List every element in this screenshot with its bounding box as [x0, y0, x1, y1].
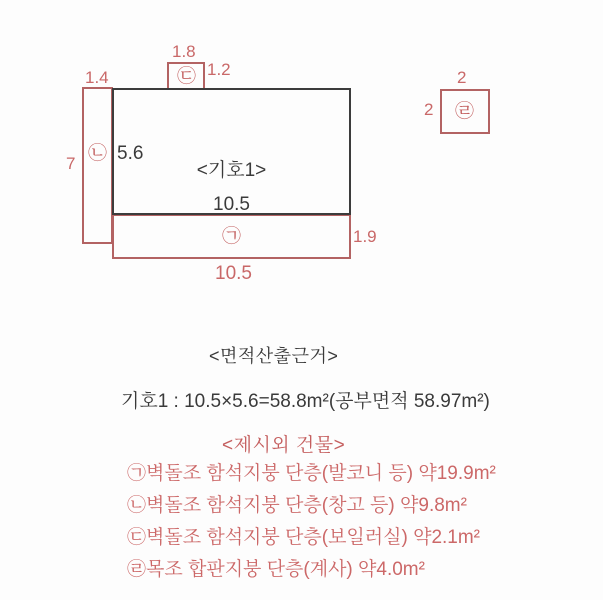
area-formula: 기호1 : 10.5×5.6=58.8m²(공부면적 58.97m²)	[121, 391, 490, 412]
dim-left-strip-height: 7	[66, 154, 76, 173]
area-basis-title: <면적산출근거>	[209, 346, 339, 366]
dim-bottom-strip-width: 10.5	[215, 263, 252, 284]
shed-symbol: ㉣	[455, 101, 475, 122]
left-strip-rect	[82, 87, 113, 244]
extra-building-item: ㉢벽돌조 함석지붕 단층(보일러실) 약2.1m²	[127, 527, 481, 548]
extra-building-item: ㉠벽돌조 함석지붕 단층(발코니 등) 약19.9m²	[127, 463, 496, 484]
bottom-strip-symbol: ㉠	[222, 226, 242, 247]
dim-boiler-width: 1.8	[172, 42, 196, 61]
dim-left-strip-width: 1.4	[85, 68, 109, 87]
extra-buildings-title: <제시외 건물>	[222, 435, 346, 456]
boiler-symbol: ㉢	[177, 66, 197, 87]
dim-bottom-strip-height: 1.9	[353, 227, 377, 246]
dim-shed-top: 2	[457, 68, 467, 87]
left-strip-symbol: ㉡	[88, 143, 108, 164]
dim-main-height: 5.6	[117, 143, 144, 164]
dim-boiler-height: 1.2	[207, 60, 231, 79]
dim-shed-left: 2	[424, 100, 434, 119]
dim-main-width: 10.5	[213, 194, 250, 215]
extra-building-item: ㉡벽돌조 함석지붕 단층(창고 등) 약9.8m²	[127, 495, 467, 516]
main-building-label: <기호1>	[196, 160, 267, 181]
extra-buildings-list	[127, 461, 496, 589]
extra-building-item: ㉣목조 합판지붕 단층(계사) 약4.0m²	[127, 559, 425, 580]
